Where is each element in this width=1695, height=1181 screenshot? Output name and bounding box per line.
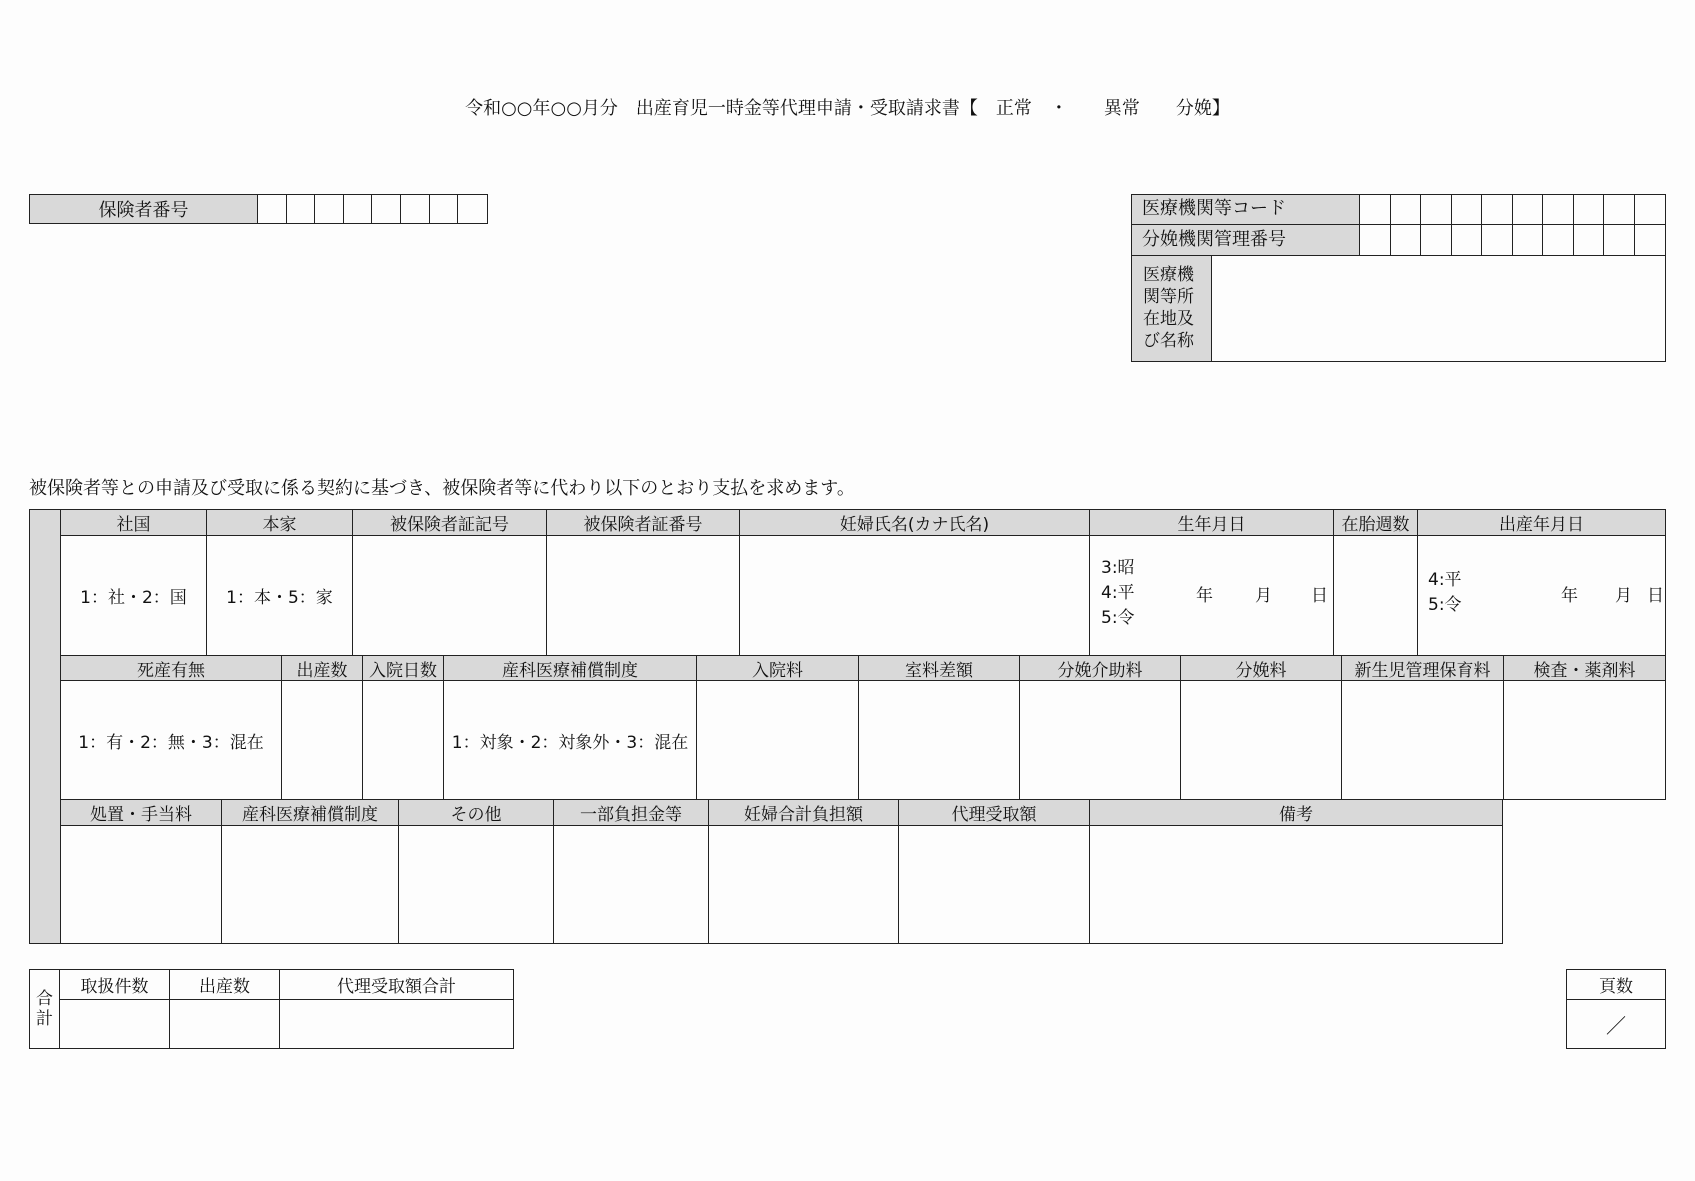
header-total-births: 出産数: [170, 970, 280, 1000]
digit-box[interactable]: [1391, 225, 1422, 256]
month-unit: 月: [1255, 586, 1272, 606]
totals-side-char: 計: [36, 1009, 53, 1029]
digit-box[interactable]: [372, 195, 401, 223]
header-delivery-assistance-fee: 分娩介助料: [1020, 655, 1181, 681]
header-newborn-care-fee: 新生児管理保育料: [1342, 655, 1504, 681]
header-other: その他: [399, 800, 554, 826]
delivery-facility-number-label: 分娩機関管理番号: [1132, 225, 1360, 256]
year-unit: 年: [1561, 586, 1578, 606]
patient-total-burden-field[interactable]: [709, 826, 899, 944]
digit-box[interactable]: [1513, 195, 1544, 225]
insured-symbol-field[interactable]: [353, 536, 547, 655]
header-hospitalization-fee: 入院料: [697, 655, 859, 681]
header-hospital-days: 入院日数: [363, 655, 444, 681]
digit-box[interactable]: [1543, 195, 1574, 225]
digit-box[interactable]: [1543, 225, 1574, 256]
digit-box[interactable]: [430, 195, 459, 223]
digit-box[interactable]: [1360, 195, 1391, 225]
header-gestation-weeks: 在胎週数: [1334, 510, 1418, 536]
header-stillbirth: 死産有無: [61, 655, 282, 681]
day-unit: 日: [1311, 586, 1328, 606]
header-exam-drug-fee: 検査・薬剤料: [1504, 655, 1666, 681]
header-proxy-receipt-amount: 代理受取額: [899, 800, 1090, 826]
header-shakoku: 社国: [61, 510, 207, 536]
treatment-fee-field[interactable]: [61, 826, 222, 944]
facility-code-label: 医療機関等コード: [1132, 195, 1360, 225]
insurer-number-label: 保険者番号: [30, 195, 258, 223]
totals-table: [29, 969, 514, 1049]
header-treatment-fee: 処置・手当料: [61, 800, 222, 826]
facility-box: [1131, 194, 1666, 362]
digit-box[interactable]: [1391, 195, 1422, 225]
page-count-label: 頁数: [1567, 970, 1665, 1000]
facility-address-label: [1132, 256, 1212, 361]
digit-box[interactable]: [315, 195, 344, 223]
header-remarks: 備考: [1090, 800, 1503, 826]
header-copay: 一部負担金等: [554, 800, 709, 826]
delivery-fee-field[interactable]: [1181, 681, 1342, 800]
header-proxy-total: 代理受取額合計: [280, 970, 513, 1000]
header-room-difference: 室料差額: [859, 655, 1020, 681]
digit-box[interactable]: [1360, 225, 1391, 256]
header-patient-total-burden: 妊婦合計負担額: [709, 800, 899, 826]
total-births-field[interactable]: [170, 1000, 280, 1048]
header-delivery-fee: 分娩料: [1181, 655, 1342, 681]
facility-address-field[interactable]: [1212, 256, 1665, 361]
header-birth-date: 生年月日: [1090, 510, 1334, 536]
digit-box[interactable]: [1482, 195, 1513, 225]
delivery-date-field[interactable]: [1418, 536, 1666, 655]
header-insured-symbol: 被保険者証記号: [353, 510, 547, 536]
digit-box[interactable]: [1604, 225, 1635, 256]
page-count-value[interactable]: ／: [1606, 1013, 1626, 1038]
header-obstetric-compensation: 産科医療補償制度: [444, 655, 697, 681]
day-unit: 日: [1647, 586, 1664, 606]
hospital-days-field[interactable]: [363, 681, 444, 800]
header-births: 出産数: [282, 655, 363, 681]
era-option: 4:平: [1428, 570, 1462, 590]
digit-box[interactable]: [1421, 225, 1452, 256]
totals-side-char: 合: [36, 989, 53, 1009]
header-obstetric-compensation-2: 産科医療補償制度: [222, 800, 399, 826]
gestation-weeks-field[interactable]: [1334, 536, 1418, 655]
form-title: 令和○○年○○月分 出産育児一時金等代理申請・受取請求書【 正常 ・ 異常 分娩】: [465, 98, 1230, 119]
digit-box[interactable]: [1574, 225, 1605, 256]
other-field[interactable]: [399, 826, 554, 944]
digit-box[interactable]: [1452, 195, 1483, 225]
month-unit: 月: [1615, 586, 1632, 606]
table-side-strip: [30, 510, 61, 944]
digit-box[interactable]: [1513, 225, 1544, 256]
digit-box[interactable]: [1452, 225, 1483, 256]
digit-box[interactable]: [287, 195, 316, 223]
address-label-line: 在地及: [1143, 309, 1194, 329]
digit-box[interactable]: [401, 195, 430, 223]
digit-box[interactable]: [458, 195, 487, 223]
digit-box[interactable]: [1604, 195, 1635, 225]
obstetric-compensation-amount-field[interactable]: [222, 826, 399, 944]
header-patient-name: 妊婦氏名(カナ氏名): [740, 510, 1090, 536]
era-option: 4:平: [1101, 583, 1135, 603]
proxy-receipt-amount-field[interactable]: [899, 826, 1090, 944]
digit-box[interactable]: [1574, 195, 1605, 225]
exam-drug-fee-field[interactable]: [1504, 681, 1666, 800]
newborn-care-fee-field[interactable]: [1342, 681, 1504, 800]
patient-name-field[interactable]: [740, 536, 1090, 655]
era-option: 5:令: [1101, 608, 1135, 628]
header-case-count: 取扱件数: [60, 970, 170, 1000]
page-count-box: [1566, 969, 1666, 1049]
proxy-total-field[interactable]: [280, 1000, 513, 1048]
digit-box[interactable]: [258, 195, 287, 223]
shakoku-value[interactable]: 1：社・2：国: [61, 536, 207, 655]
address-label-line: び名称: [1143, 331, 1194, 351]
case-count-field[interactable]: [60, 1000, 170, 1048]
remarks-field[interactable]: [1090, 826, 1503, 944]
delivery-assistance-fee-field[interactable]: [1020, 681, 1181, 800]
birth-era-list: [1101, 556, 1135, 631]
digit-box[interactable]: [344, 195, 373, 223]
claim-table: [29, 509, 1666, 944]
digit-box[interactable]: [1421, 195, 1452, 225]
era-option: 5:令: [1428, 595, 1462, 615]
header-honke: 本家: [207, 510, 353, 536]
obstetric-compensation-value[interactable]: 1：対象・2：対象外・3：混在: [444, 681, 697, 800]
header-insured-number: 被保険者証番号: [547, 510, 740, 536]
address-label-line: 医療機: [1143, 265, 1194, 285]
digit-box[interactable]: [1635, 195, 1666, 225]
digit-box[interactable]: [1635, 225, 1666, 256]
room-difference-field[interactable]: [859, 681, 1020, 800]
totals-side-label: [30, 970, 60, 1048]
copay-field[interactable]: [554, 826, 709, 944]
hospitalization-fee-field[interactable]: [697, 681, 859, 800]
stillbirth-value[interactable]: 1：有・2：無・3：混在: [61, 681, 282, 800]
statement-text: 被保険者等との申請及び受取に係る契約に基づき、被保険者等に代わり以下のとおり支払を求めます。: [29, 478, 855, 499]
honke-value[interactable]: 1：本・5：家: [207, 536, 353, 655]
delivery-era-list: [1428, 568, 1462, 618]
era-option: 3:昭: [1101, 558, 1135, 578]
births-field[interactable]: [282, 681, 363, 800]
insurer-number-box: [29, 194, 488, 224]
birth-date-field[interactable]: [1090, 536, 1334, 655]
insured-number-field[interactable]: [547, 536, 740, 655]
header-delivery-date: 出産年月日: [1418, 510, 1666, 536]
digit-box[interactable]: [1482, 225, 1513, 256]
year-unit: 年: [1196, 586, 1213, 606]
address-label-line: 関等所: [1143, 287, 1194, 307]
